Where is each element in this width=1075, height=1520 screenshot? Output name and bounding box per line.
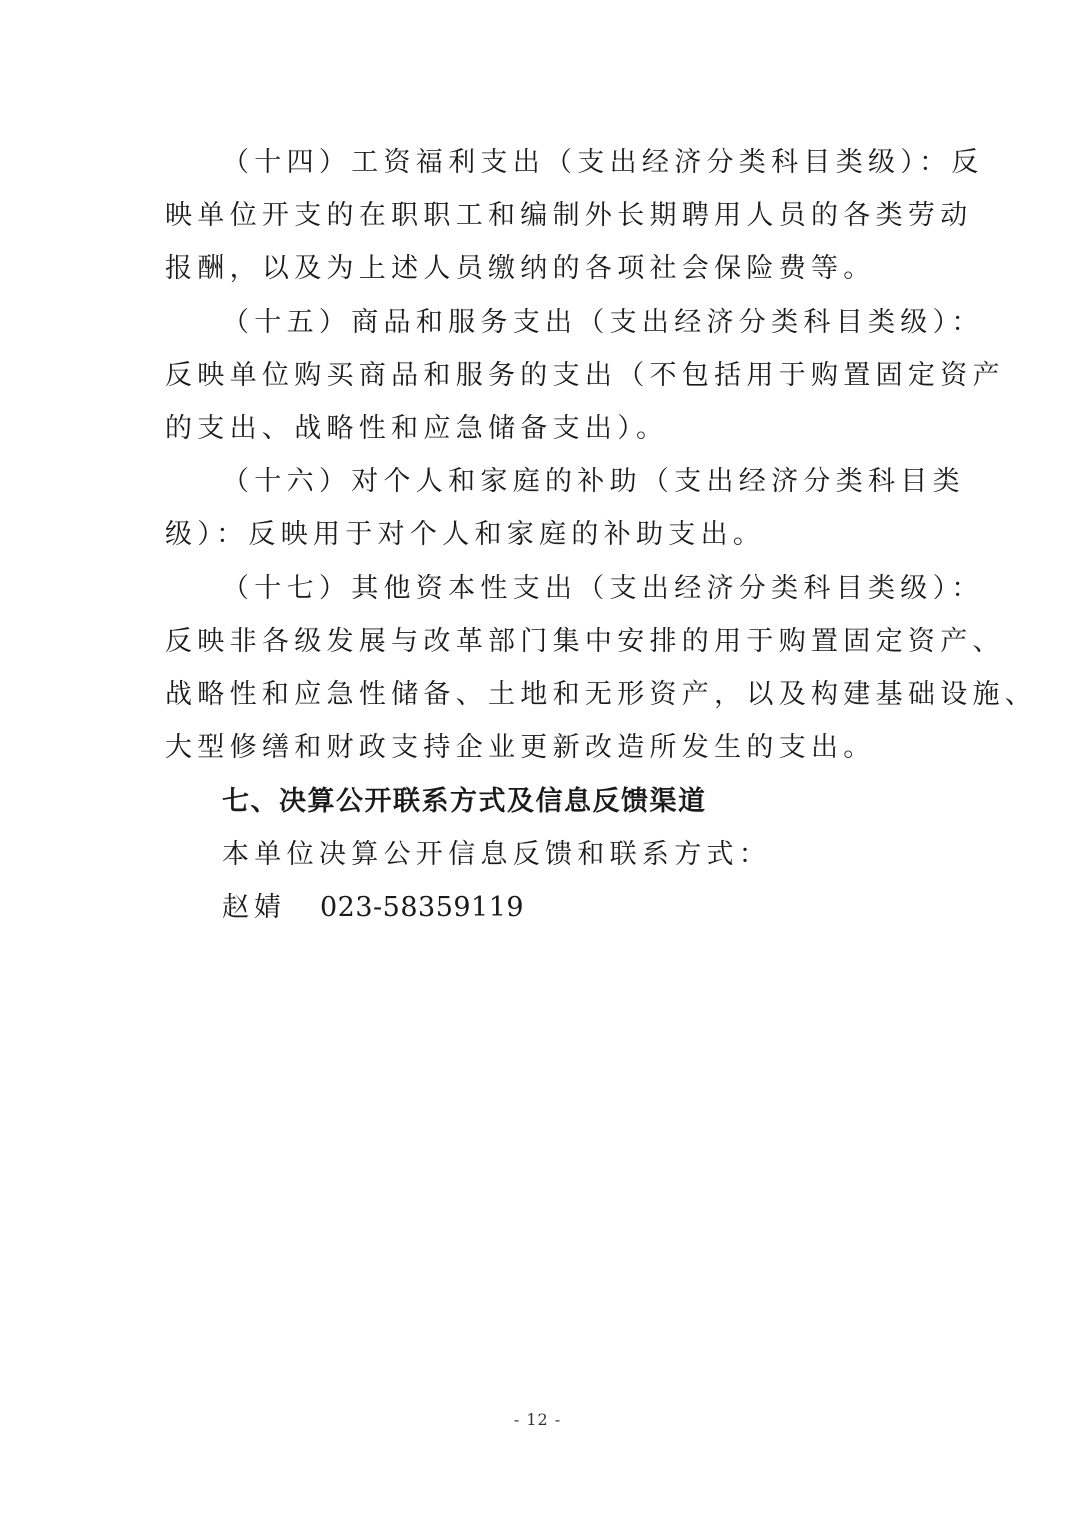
section-14-line-3: 报酬，以及为上述人员缴纳的各项社会保险费等。 [165, 253, 876, 284]
contact-intro: 本单位决算公开信息反馈和联系方式： [222, 839, 772, 870]
section-16-line-2: 级）：反映用于对个人和家庭的补助支出。 [165, 519, 766, 550]
section-17-line-4: 大型修缮和财政支持企业更新改造所发生的支出。 [165, 732, 876, 763]
page-number: - 12 - [513, 1410, 562, 1429]
section-17-line-1: （十七）其他资本性支出（支出经济分类科目类级）： [222, 573, 984, 604]
section-15-line-1: （十五）商品和服务支出（支出经济分类科目类级）： [222, 307, 984, 338]
section-17-line-3: 战略性和应急性储备、土地和无形资产，以及构建基础设施、 [165, 679, 1038, 710]
section-15-line-2: 反映单位购买商品和服务的支出（不包括用于购置固定资产 [165, 360, 1005, 391]
section-16-line-1: （十六）对个人和家庭的补助（支出经济分类科目类 [222, 466, 965, 497]
section-17-line-2: 反映非各级发展与改革部门集中安排的用于购置固定资产、 [165, 626, 1005, 657]
section-14-line-2: 映单位开支的在职职工和编制外长期聘用人员的各类劳动 [165, 200, 973, 231]
contact-name: 赵婧 [222, 892, 286, 923]
section-14-line-1: （十四）工资福利支出（支出经济分类科目类级）：反 [222, 147, 984, 178]
section-heading: 七、决算公开联系方式及信息反馈渠道 [222, 786, 707, 817]
section-15-line-3: 的支出、战略性和应急储备支出）。 [165, 413, 669, 444]
contact-phone: 023-58359119 [320, 892, 525, 923]
